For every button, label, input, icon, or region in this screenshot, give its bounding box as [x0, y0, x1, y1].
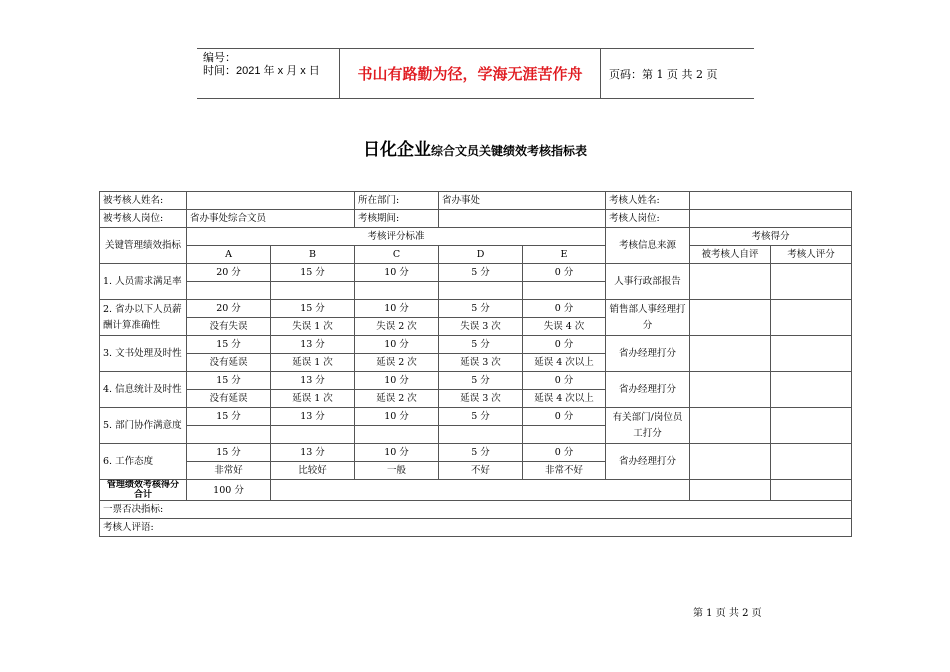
- examiner-score-cell[interactable]: [771, 408, 852, 444]
- total-row: [100, 480, 852, 501]
- score-header: 考核得分: [690, 228, 852, 246]
- grade-points: 0 分: [523, 408, 606, 426]
- grade-points: 15 分: [271, 300, 355, 318]
- grade-points: 5 分: [439, 408, 523, 426]
- grade-header: A: [187, 246, 271, 264]
- grade-desc: 没有失误: [187, 318, 271, 336]
- grade-points: 10 分: [355, 264, 439, 282]
- grade-desc: 延误 2 次: [355, 390, 439, 408]
- kpi-row: [100, 444, 852, 462]
- comment-row: [100, 519, 852, 537]
- source-header: 考核信息来源: [606, 228, 690, 264]
- kpi-name: 6. 工作态度: [100, 444, 187, 480]
- grade-desc: 没有延误: [187, 390, 271, 408]
- grade-points: 10 分: [355, 408, 439, 426]
- grade-points: 15 分: [187, 336, 271, 354]
- info-source: 省办经理打分: [606, 336, 690, 372]
- kpi-name: 2. 省办以下人员薪酬计算准确性: [100, 300, 187, 336]
- document-header: [197, 48, 754, 99]
- dept-value: 省办事处: [439, 192, 606, 210]
- footer-page: 第 1 页 共 2 页: [693, 608, 762, 619]
- grade-points: 13 分: [271, 444, 355, 462]
- self-score-cell[interactable]: [690, 444, 771, 480]
- number-label: 编号：: [203, 52, 236, 64]
- examiner-post-field[interactable]: [690, 210, 852, 228]
- grade-points: 15 分: [187, 444, 271, 462]
- grade-header: E: [523, 246, 606, 264]
- dept-label: 所在部门:: [355, 192, 439, 210]
- examiner-score-header: 考核人评分: [771, 246, 852, 264]
- header-row-2: [100, 246, 852, 264]
- examiner-post-label: 考核人岗位:: [606, 210, 690, 228]
- grade-points: 0 分: [523, 336, 606, 354]
- grade-desc: 没有延误: [187, 354, 271, 372]
- grade-points: 15 分: [187, 408, 271, 426]
- grade-desc: 延误 4 次以上: [523, 390, 606, 408]
- veto-label[interactable]: 一票否决指标:: [100, 501, 852, 519]
- grade-desc: 非常不好: [523, 462, 606, 480]
- kpi-row: [100, 300, 852, 318]
- grade-desc: [355, 426, 439, 444]
- time-label: 时间：2021 年 x 月 x 日: [203, 65, 320, 77]
- total-value: 100 分: [187, 480, 271, 501]
- kpi-name: 1. 人员需求满足率: [100, 264, 187, 300]
- grade-desc: [439, 426, 523, 444]
- grade-desc: [271, 426, 355, 444]
- grade-points: 0 分: [523, 372, 606, 390]
- self-score-cell[interactable]: [690, 336, 771, 372]
- grade-points: 0 分: [523, 300, 606, 318]
- period-field[interactable]: [439, 210, 606, 228]
- grade-desc: [523, 282, 606, 300]
- grade-desc: 延误 4 次以上: [523, 354, 606, 372]
- grade-points: 20 分: [187, 300, 271, 318]
- grade-desc: [271, 282, 355, 300]
- examiner-score-cell[interactable]: [771, 444, 852, 480]
- grade-desc: [439, 282, 523, 300]
- self-score-cell[interactable]: [690, 372, 771, 408]
- grade-desc: 延误 1 次: [271, 354, 355, 372]
- grade-points: 5 分: [439, 372, 523, 390]
- info-source: 人事行政部报告: [606, 264, 690, 300]
- grade-header: D: [439, 246, 523, 264]
- grade-desc: 失误 3 次: [439, 318, 523, 336]
- examinee-post-value: 省办事处综合文员: [187, 210, 355, 228]
- self-score-header: 被考核人自评: [690, 246, 771, 264]
- examiner-score-cell[interactable]: [771, 264, 852, 300]
- examiner-score-cell[interactable]: [771, 372, 852, 408]
- grade-desc: 失误 2 次: [355, 318, 439, 336]
- grade-desc: 失误 4 次: [523, 318, 606, 336]
- comment-label[interactable]: 考核人评语:: [100, 519, 852, 537]
- examiner-score-cell[interactable]: [771, 300, 852, 336]
- self-score-cell[interactable]: [690, 300, 771, 336]
- grade-points: 13 分: [271, 336, 355, 354]
- grade-desc: [187, 426, 271, 444]
- info-source: 省办经理打分: [606, 372, 690, 408]
- self-score-cell[interactable]: [690, 264, 771, 300]
- grade-desc: [523, 426, 606, 444]
- grade-points: 10 分: [355, 336, 439, 354]
- page-label: 页码：第 1 页 共 2 页: [609, 68, 718, 81]
- kpi-row: [100, 408, 852, 426]
- kpi-name: 4. 信息统计及时性: [100, 372, 187, 408]
- grade-points: 5 分: [439, 336, 523, 354]
- grade-desc: 失误 1 次: [271, 318, 355, 336]
- grade-points: 13 分: [271, 408, 355, 426]
- examiner-score-cell[interactable]: [771, 336, 852, 372]
- examiner-name-field[interactable]: [690, 192, 852, 210]
- header-meta: [203, 52, 320, 78]
- grade-desc: 延误 2 次: [355, 354, 439, 372]
- veto-row: [100, 501, 852, 519]
- grade-header: B: [271, 246, 355, 264]
- grade-desc: 一般: [355, 462, 439, 480]
- period-label: 考核期间:: [355, 210, 439, 228]
- grade-desc: [187, 282, 271, 300]
- examinee-post-label: 被考核人岗位:: [100, 210, 187, 228]
- self-score-cell[interactable]: [690, 408, 771, 444]
- kpi-row: [100, 372, 852, 390]
- kpi-name: 5. 部门协作满意度: [100, 408, 187, 444]
- total-label: 管理绩效考核得分合计: [100, 480, 187, 501]
- info-source: 省办经理打分: [606, 444, 690, 480]
- examiner-name-label: 考核人姓名:: [606, 192, 690, 210]
- kpi-table: [99, 191, 852, 537]
- grade-desc: 比较好: [271, 462, 355, 480]
- grade-points: 15 分: [271, 264, 355, 282]
- total-self-score[interactable]: [690, 480, 771, 501]
- grade-points: 10 分: [355, 300, 439, 318]
- grade-points: 15 分: [187, 372, 271, 390]
- info-source: 有关部门/岗位员工打分: [606, 408, 690, 444]
- grade-points: 20 分: [187, 264, 271, 282]
- motto: 书山有路勤为径，学海无涯苦作舟: [339, 49, 601, 98]
- grade-desc: 延误 3 次: [439, 354, 523, 372]
- info-row-1: [100, 192, 852, 210]
- grade-points: 5 分: [439, 444, 523, 462]
- kpi-row: [100, 336, 852, 354]
- grade-points: 10 分: [355, 372, 439, 390]
- grade-points: 0 分: [523, 264, 606, 282]
- title-main: 日化企业: [362, 140, 431, 160]
- grade-desc: 非常好: [187, 462, 271, 480]
- grade-desc: 不好: [439, 462, 523, 480]
- grade-points: 5 分: [439, 264, 523, 282]
- grade-header: C: [355, 246, 439, 264]
- info-source: 销售部人事经理打分: [606, 300, 690, 336]
- table-body: [100, 192, 852, 537]
- kpi-row: [100, 264, 852, 282]
- info-row-2: [100, 210, 852, 228]
- grade-desc: 延误 3 次: [439, 390, 523, 408]
- total-examiner-score[interactable]: [771, 480, 852, 501]
- total-blank: [271, 480, 690, 501]
- header-row-1: [100, 228, 852, 246]
- grade-points: 0 分: [523, 444, 606, 462]
- page-title: [0, 135, 950, 160]
- examinee-name-label: 被考核人姓名:: [100, 192, 187, 210]
- grade-points: 13 分: [271, 372, 355, 390]
- kpi-header: 关键管理绩效指标: [100, 228, 187, 264]
- grade-points: 5 分: [439, 300, 523, 318]
- title-sub: 综合文员关键绩效考核指标表: [430, 144, 587, 158]
- kpi-name: 3. 文书处理及时性: [100, 336, 187, 372]
- standard-header: 考核评分标准: [187, 228, 606, 246]
- grade-desc: 延误 1 次: [271, 390, 355, 408]
- examinee-name-field[interactable]: [187, 192, 355, 210]
- grade-desc: [355, 282, 439, 300]
- grade-points: 10 分: [355, 444, 439, 462]
